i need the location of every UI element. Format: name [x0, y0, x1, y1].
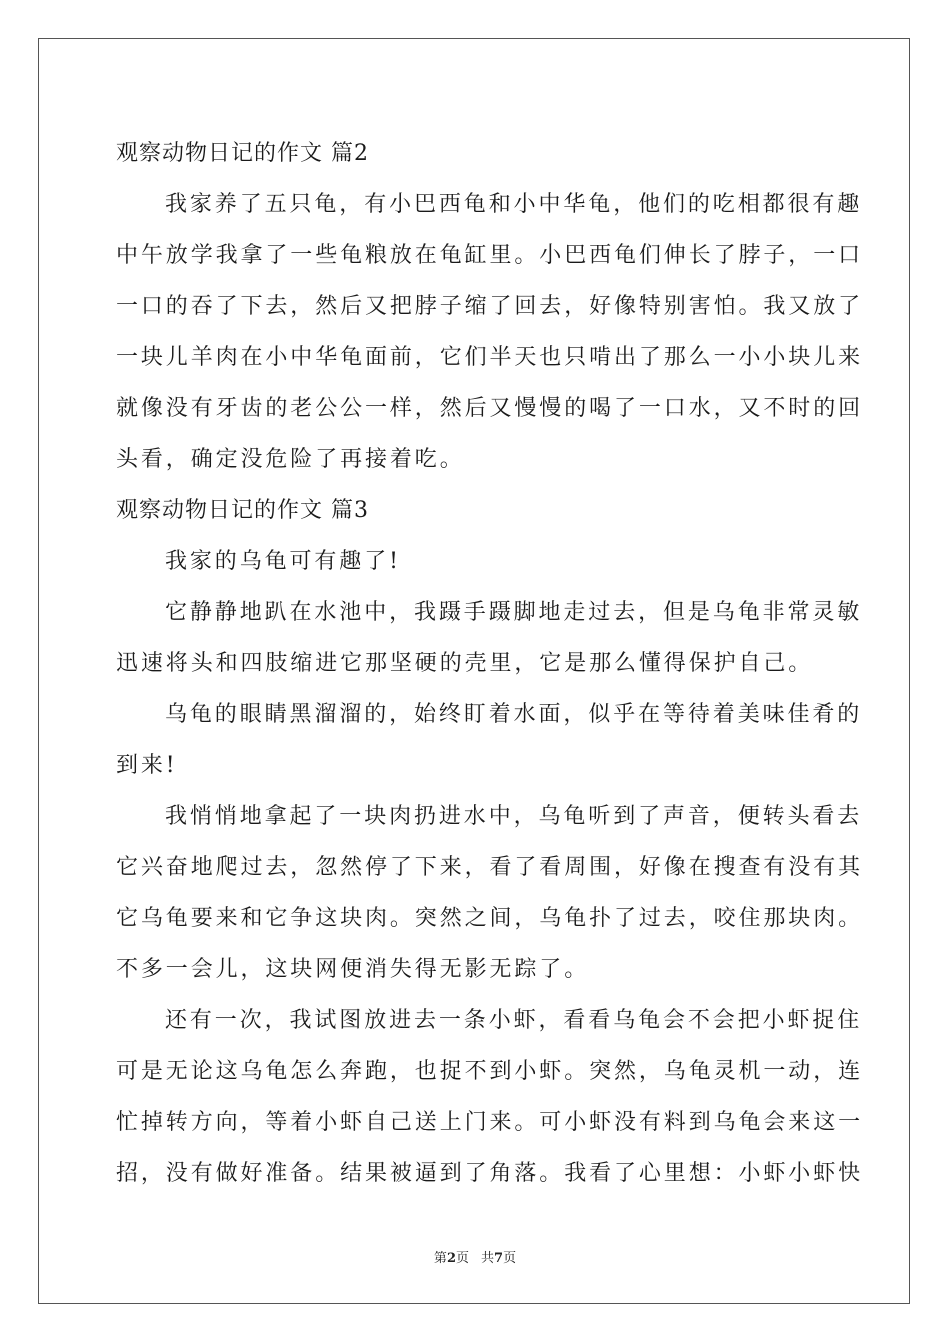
section-heading: 观察动物日记的作文 篇3 [116, 498, 369, 523]
paragraph [116, 791, 864, 995]
footer-page-suffix: 页 [455, 1251, 469, 1266]
paragraph [116, 587, 863, 689]
text-line: 还有一次，我试图放进去一条小虾，看看乌龟会不会把小虾捉住 [165, 1008, 863, 1033]
text-line: 一口的吞了下去，然后又把脖子缩了回去，好像特别害怕。我又放了 [116, 294, 864, 319]
text-line: 我悄悄地拿起了一块肉扔进水中，乌龟听到了声音，便转头看去 [165, 804, 863, 829]
footer-page-current: 2 [446, 1251, 456, 1266]
text-line: 一块儿羊肉在小中华龟面前，它们半天也只啃出了那么一小小块儿来 [116, 345, 864, 370]
text-line: 它兴奋地爬过去，忽然停了下来，看了看周围，好像在搜查有没有其 [116, 855, 864, 880]
text-line: 中午放学我拿了一些龟粮放在龟缸里。小巴西龟们伸长了脖子，一口 [116, 243, 864, 268]
page-footer [0, 1247, 950, 1266]
text-line: 不多一会儿，这块网便消失得无影无踪了。 [116, 957, 590, 982]
footer-page-prefix: 第 [433, 1251, 447, 1266]
text-line: 迅速将头和四肢缩进它那坚硬的壳里，它是那么懂得保护自己。 [116, 651, 814, 676]
text-line: 乌龟的眼睛黑溜溜的，始终盯着水面，似乎在等待着美味佳肴的 [165, 702, 863, 727]
text-line: 我家养了五只龟，有小巴西龟和小中华龟，他们的吃相都很有趣 [165, 192, 863, 217]
paragraph [116, 689, 863, 791]
paragraph [116, 536, 836, 587]
paragraph [116, 179, 864, 485]
footer-total-suffix: 页 [503, 1251, 517, 1266]
text-line: 它静静地趴在水池中，我蹑手蹑脚地走过去，但是乌龟非常灵敏 [165, 600, 863, 625]
text-line: 我家的乌龟可有趣了! [165, 549, 401, 574]
document-body [116, 128, 864, 1199]
text-line: 到来! [116, 753, 178, 778]
text-line: 头看，确定没危险了再接着吃。 [116, 447, 465, 472]
section-heading: 观察动物日记的作文 篇2 [116, 141, 369, 166]
text-line: 招，没有做好准备。结果被逼到了角落。我看了心里想：小虾小虾快 [116, 1161, 864, 1186]
text-line: 它乌龟要来和它争这块肉。突然之间，乌龟扑了过去，咬住那块肉。 [116, 906, 864, 931]
text-line: 可是无论这乌龟怎么奔跑，也捉不到小虾。突然，乌龟灵机一动，连 [116, 1059, 864, 1084]
text-line: 就像没有牙齿的老公公一样，然后又慢慢的喝了一口水，又不时的回 [116, 396, 864, 421]
paragraph [116, 995, 864, 1199]
footer-total-prefix: 共 [481, 1251, 495, 1266]
text-line: 忙掉转方向，等着小虾自己送上门来。可小虾没有料到乌龟会来这一 [116, 1110, 864, 1135]
footer-page-total: 7 [494, 1251, 504, 1266]
